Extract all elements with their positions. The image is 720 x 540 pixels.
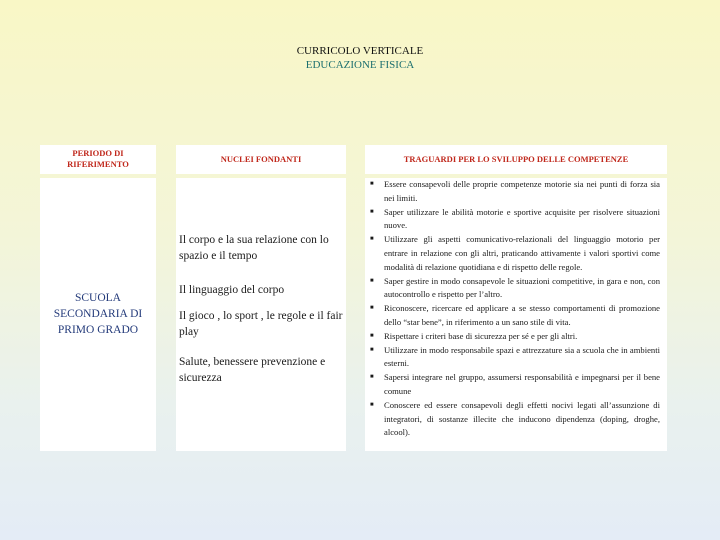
- bullet-dot-icon: ■: [370, 332, 374, 339]
- periodo-line: SECONDARIA DI: [53, 308, 143, 320]
- bullet-dot-icon: ■: [370, 346, 374, 353]
- title-curricolo: CURRICOLO VERTICALE: [296, 45, 424, 57]
- traguardo-text: Sapersi integrare nel gruppo, assumersi responsabilità e impegnarsi per il bene comune: [384, 372, 660, 396]
- bullet-dot-icon: ■: [370, 181, 374, 187]
- traguardo-item: [370, 275, 660, 303]
- cell-periodo: [40, 178, 156, 451]
- traguardo-item: [370, 206, 660, 234]
- header-nuclei: NUCLEI FONDANTI: [176, 145, 346, 174]
- bullet-dot-icon: ■: [370, 236, 374, 243]
- cell-traguardi: [365, 178, 667, 451]
- traguardo-text: Utilizzare in modo responsabile spazi e attrezzature sia a scuola che in ambienti esterni.: [384, 344, 660, 369]
- page-title: [0, 44, 720, 72]
- traguardo-text: Essere consapevoli delle proprie competenze motorie sia nei punti di forza sia nei limiti.: [384, 179, 660, 203]
- traguardo-item: [370, 178, 660, 206]
- nucleo-item: Salute, benessere prevenzione e sicurezza: [179, 356, 326, 384]
- header-periodo-line1: PERIODO DI: [72, 148, 124, 158]
- nucleo-item: Il gioco , lo sport , le regole e il fair play: [179, 310, 343, 338]
- curriculum-table: [40, 145, 667, 451]
- nucleo-item: Il linguaggio del corpo: [179, 284, 285, 296]
- traguardo-item: [370, 371, 660, 399]
- traguardo-item: [370, 233, 660, 274]
- bullet-dot-icon: ■: [370, 305, 374, 312]
- cell-nuclei: [176, 178, 346, 451]
- bullet-dot-icon: ■: [370, 208, 374, 215]
- bullet-dot-icon: ■: [370, 277, 374, 284]
- periodo-line: PRIMO GRADO: [57, 324, 139, 336]
- traguardo-text: Saper gestire in modo consapevole le situazioni competitive, in gara e non, con autocontrollo e rispetto per l’altro.: [384, 275, 660, 300]
- traguardo-item: [370, 344, 660, 372]
- bullet-dot-icon: ■: [370, 374, 374, 381]
- traguardo-text: Rispettare i criteri base di sicurezza per sé e per gli altri.: [384, 330, 578, 341]
- traguardo-text: Saper utilizzare le abilità motorie e sportive acquisite per risolvere situazioni nuove.: [384, 206, 660, 231]
- traguardo-text: Riconoscere, ricercare ed applicare a se stesso comportamenti di promozione dello “star bene”, in riferimento a un sano stile di vita.: [384, 303, 660, 327]
- title-subject: EDUCAZIONE FISICA: [305, 59, 415, 71]
- header-traguardi: TRAGUARDI PER LO SVILUPPO DELLE COMPETENZE: [365, 145, 667, 174]
- traguardo-item: [370, 399, 660, 440]
- traguardo-item: [370, 330, 660, 344]
- header-periodo-line2: RIFERIMENTO: [67, 159, 129, 169]
- nucleo-item: Il corpo e la sua relazione con lo spazio e il tempo: [179, 234, 329, 262]
- traguardo-text: Utilizzare gli aspetti comunicativo-relazionali del linguaggio motorio per entrare in relazione con gli altri, praticando attivamente i valori sportivi come modalità di relazione quotidiana e di rispetto delle regole.: [384, 234, 660, 272]
- header-periodo: [40, 145, 156, 174]
- bullet-dot-icon: ■: [370, 401, 374, 408]
- traguardo-item: [370, 302, 660, 330]
- traguardo-text: Conoscere ed essere consapevoli degli effetti nocivi legati all’assunzione di integratori, di sostanze illecite che inducono dipendenza (doping, droghe, alcool).: [384, 399, 660, 438]
- periodo-line: SCUOLA: [74, 292, 121, 304]
- traguardi-list: [370, 178, 660, 440]
